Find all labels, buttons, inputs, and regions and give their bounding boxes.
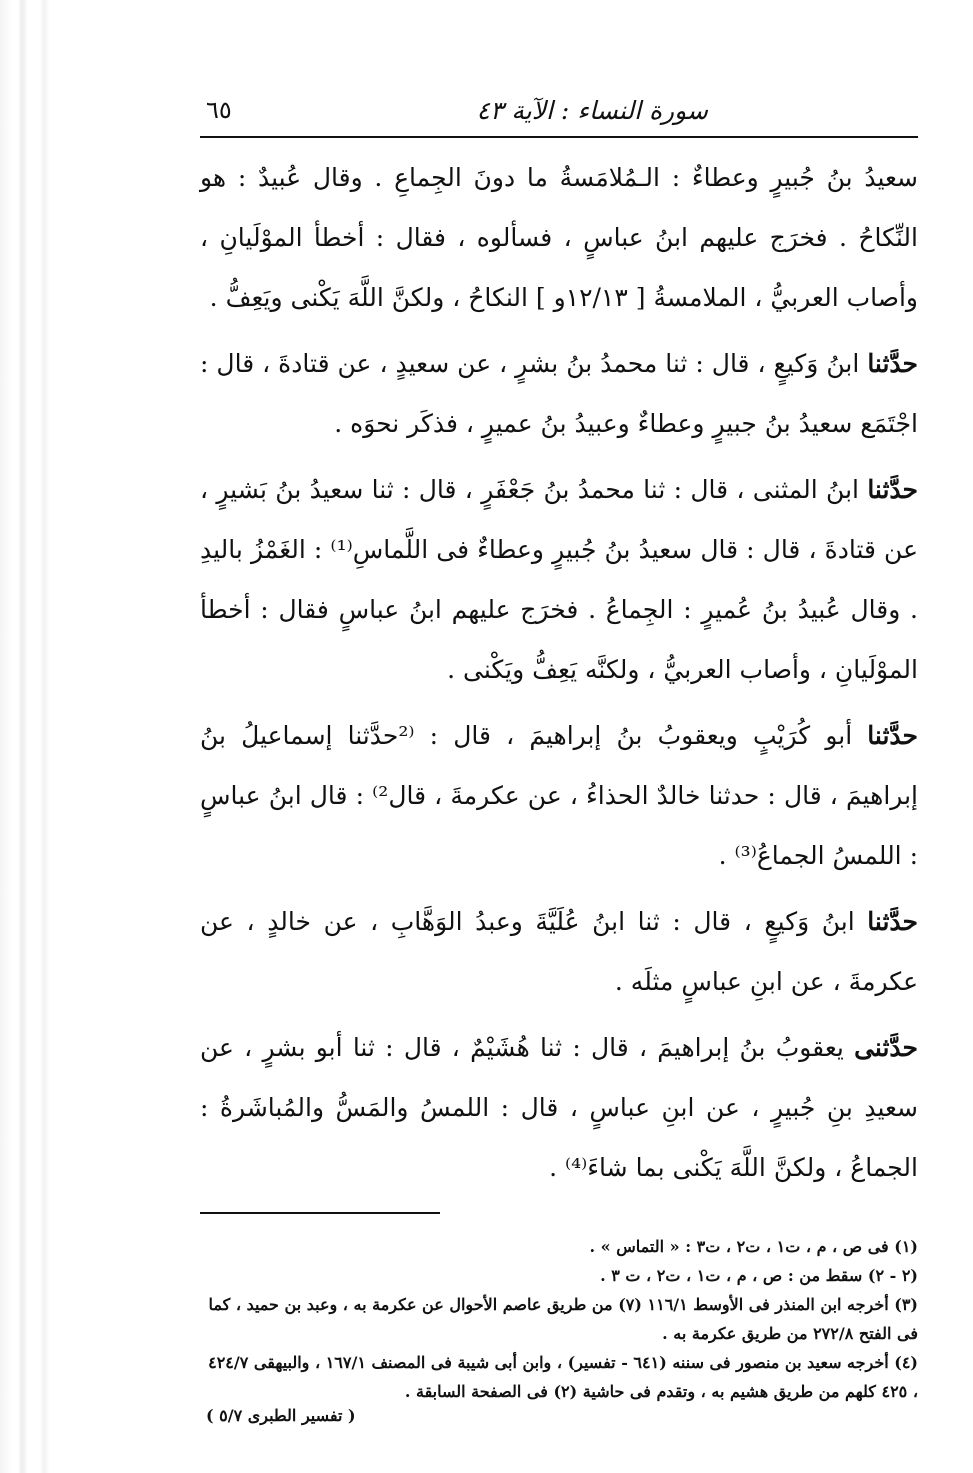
page-number: ٦٥ — [206, 96, 232, 124]
paragraph-text: ابنُ المثنى ، قال : ثنا محمدُ بنُ جَعْفَرٍ ، قال : ثنا سعيدُ بنُ بَشيرٍ ، عن قتادةَ ، قال : قال سعيدُ بنُ جُبيرٍ وعطاءٌ فى اللَّماسِ⁽¹⁾ : الغَمْزُ باليدِ . وقال عُبيدُ بنُ عُميرٍ : الجِماعُ . فخرَج عليهم ابنُ عباسٍ فقال : أخطأ الموْلَيانِ ، وأصاب العربيُّ ، ولكنَّه يَعِفُّ ويَكْنى . — [200, 475, 919, 684]
running-header — [200, 88, 918, 138]
paragraph-text: يعقوبُ بنُ إبراهيمَ ، قال : ثنا هُشَيْمٌ ، قال : ثنا أبو بشرٍ ، عن سعيدِ بنِ جُبيرٍ ، عن ابنِ عباسٍ ، قال : اللمسُ والمَسُّ والمُباشَرةُ : الجماعُ ، ولكنَّ اللَّهَ يَكْنى بما شاءَ⁽⁴⁾ . — [200, 1033, 918, 1182]
paragraph — [200, 706, 918, 886]
paragraph-text: ابنُ وَكيعٍ ، قال : ثنا ابنُ عُلَيَّةَ وعبدُ الوَهَّابِ ، عن خالدٍ ، عن عكرمةَ ، عن ابنِ عباسٍ مثلَه . — [200, 907, 918, 996]
paragraph-lead: حدَّثنا — [867, 907, 918, 936]
binding-edge — [0, 0, 60, 1473]
footnotes — [200, 1232, 918, 1406]
paragraph-text: سعيدُ بنُ جُبيرٍ وعطاءٌ : الـمُلامَسةُ ما دونَ الجِماعِ . وقال عُبيدٌ : هو النِّكاحُ . فخرَج عليهم ابنُ عباسٍ ، فسألوه ، فقال : أخطأ الموْلَيانِ ، وأصاب العربيُّ ، الملامسةُ [ ١٢/١٣و ] النكاحُ ، ولكنَّ اللَّهَ يَكْنى ويَعِفُّ . — [200, 163, 918, 312]
footnote: (٤) أخرجه سعيد بن منصور فى سننه (٦٤١ - تفسير) ، وابن أبى شيبة فى المصنف ١٦٧/١ ، والبيهقى ٤٢٤/٧ ، ٤٢٥ كلهم من طريق هشيم به ، وتقدم فى حاشية (٢) فى الصفحة السابقة . — [208, 1353, 918, 1401]
paragraph — [200, 1018, 918, 1198]
paragraph — [200, 892, 918, 1012]
paragraph — [200, 460, 918, 700]
paragraph — [200, 148, 918, 328]
footnote: (٢ - ٢) سقط من : ص ، م ، ت١ ، ت٢ ، ت ٣ . — [600, 1266, 918, 1285]
footnote-separator — [200, 1212, 440, 1214]
paragraph — [200, 334, 918, 454]
footnote: (٣) أخرجه ابن المنذر فى الأوسط ١١٦/١ (٧) من طريق عاصم الأحوال عن عكرمة به ، وعبد بن حميد ، كما فى الفتح ٢٧٢/٨ من طريق عكرمة به . — [208, 1295, 918, 1343]
volume-signature: ( تفسير الطبرى ٥/٧ ) — [206, 1406, 356, 1425]
paragraph-text: ابنُ وَكيعٍ ، قال : ثنا محمدُ بنُ بشرٍ ، عن سعيدٍ ، عن قتادةَ ، قال : اجْتَمَع سعيدُ بنُ جبيرٍ وعطاءٌ وعبيدُ بنُ عميرٍ ، فذكَر نحوَه . — [200, 349, 918, 438]
surah-title: سورة النساء : الآية ٤٣ — [476, 96, 708, 125]
paragraph-lead: حدَّثنا — [867, 349, 919, 378]
paragraph-text: أبو كُرَيْبٍ ويعقوبُ بنُ إبراهيمَ ، قال : ⁽²حدَّثنا إسماعيلُ بنُ إبراهيمَ ، قال : حدثنا خالدٌ الحذاءُ ، عن عكرمةَ ، قال²⁾ : قال ابنُ عباسٍ : اللمسُ الجماعُ⁽³⁾ . — [200, 721, 918, 870]
main-text — [200, 148, 918, 1198]
book-page — [200, 88, 919, 1425]
footnote: (١) فى ص ، م ، ت١ ، ت٢ ، ت٣ : « التماس » . — [589, 1237, 918, 1256]
paragraph-lead: حدَّثنا — [867, 721, 918, 750]
paragraph-lead: حدَّثنا — [867, 475, 919, 504]
paragraph-lead: حدَّثنى — [854, 1033, 918, 1062]
